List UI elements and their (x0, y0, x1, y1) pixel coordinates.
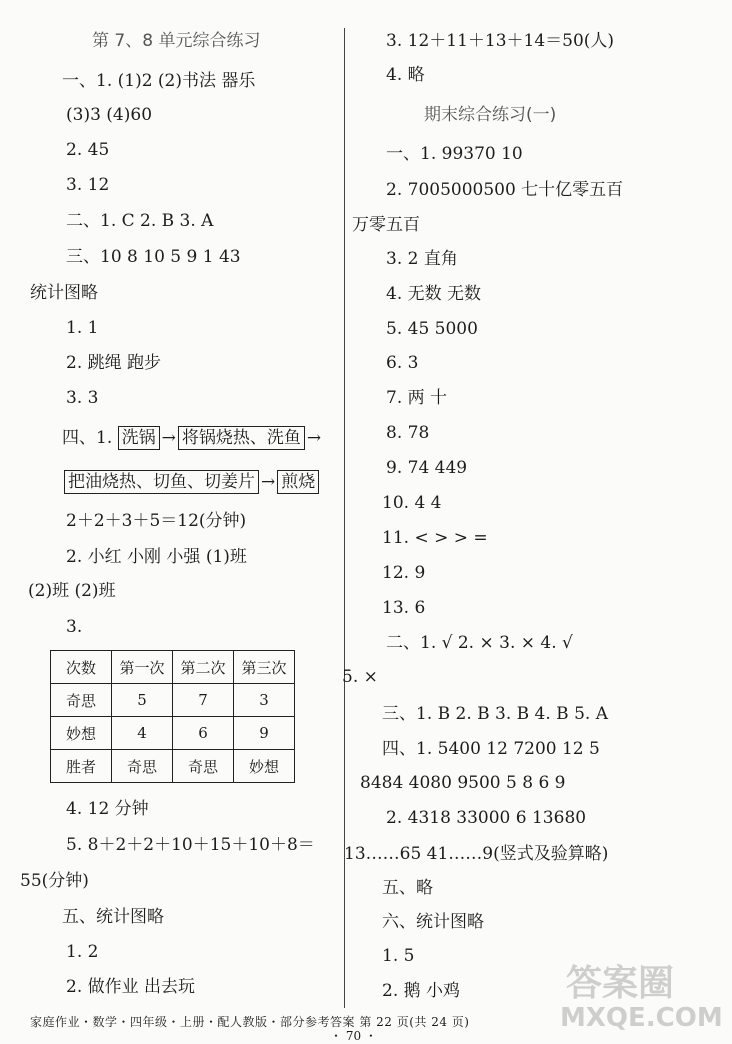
table-row (51, 750, 295, 783)
page-number: ・ 70 ・ (330, 1029, 377, 1043)
flow-box-heat-pot: 将锅烧热、洗鱼 (178, 426, 305, 450)
answer-line: 四、1. 5400 12 7200 12 5 (382, 739, 600, 759)
answer-line: 9. 74 449 (386, 458, 468, 478)
answer-line: 六、统计图略 (382, 912, 484, 932)
table-header-cell: 第一次 (112, 651, 173, 684)
answer-line: 2. 45 (66, 140, 110, 160)
answer-line: 统计图略 (30, 283, 98, 303)
answer-line: 4. 无数 无数 (386, 284, 482, 304)
watermark-logo (560, 955, 730, 1035)
answer-line: 1. 5 (382, 946, 415, 966)
table-cell: 奇思 (173, 750, 234, 783)
arrow-right-icon: → (306, 428, 322, 448)
answer-line: 一、1. (1)2 (2)书法 器乐 (62, 71, 256, 91)
answer-line: 五、统计图略 (62, 907, 164, 927)
answer-line: 2. 4318 33000 6 13680 (386, 808, 587, 828)
table-cell: 胜者 (51, 750, 112, 783)
answer-line: 3. 12 (66, 175, 110, 195)
answer-line: 3. 3 (66, 388, 99, 408)
answer-line: 3. 12＋11＋13＋14＝50(人) (386, 31, 615, 51)
table-row (51, 684, 295, 717)
table-cell: 7 (173, 684, 234, 717)
answer-line: (3)3 (4)60 (66, 105, 153, 125)
watermark-text: 答案圈 (566, 963, 675, 1004)
answer-line: 2. 跳绳 跑步 (66, 353, 162, 373)
answer-line: 10. 4 4 (382, 493, 442, 513)
watermark-url: MXQE.COM (560, 1003, 723, 1033)
flow-box-wash-pot: 洗锅 (118, 426, 160, 450)
answer-line: 13……65 41……9(竖式及验算略) (344, 844, 609, 864)
answer-line: 二、1. C 2. B 3. A (66, 211, 214, 231)
answer-line: 5. 45 5000 (386, 319, 478, 339)
answer-line: 2. 做作业 出去玩 (66, 977, 196, 997)
flow-prefix: 四、1. (62, 428, 113, 448)
table-cell: 6 (173, 717, 234, 750)
answer-line: 2. 7005000500 七十亿零五百 (386, 180, 624, 200)
answer-line: 三、1. B 2. B 3. B 4. B 5. A (382, 704, 608, 724)
answer-line: 三、10 8 10 5 9 1 43 (66, 247, 241, 267)
table-header-cell: 第二次 (173, 651, 234, 684)
answer-line: 4. 12 分钟 (66, 799, 149, 819)
answer-line: 五、略 (382, 878, 433, 898)
answer-line: 3. 2 直角 (386, 249, 458, 269)
flow-diagram-row-1 (62, 426, 323, 450)
answer-line: 6. 3 (386, 353, 419, 373)
table-header-row (51, 651, 295, 684)
table-cell: 9 (234, 717, 295, 750)
arrow-right-icon: → (161, 428, 176, 448)
table-cell: 妙想 (234, 750, 295, 783)
table-header-cell: 第三次 (234, 651, 295, 684)
answer-line: 13. 6 (382, 598, 426, 618)
page-footer: 家庭作业・数学・四年级・上册・配人教版・部分参考答案 第 22 页(共 24 页) (30, 1015, 470, 1029)
answer-line: 3. (66, 617, 83, 637)
table-cell: 3 (234, 684, 295, 717)
answer-line: 二、1. √ 2. × 3. × 4. √ (386, 633, 573, 653)
answer-line: 4. 略 (386, 65, 425, 85)
answer-line: 万零五百 (352, 215, 420, 235)
answer-line: 2＋2＋3＋5＝12(分钟) (66, 511, 247, 531)
answer-line: 2. 鹅 小鸡 (382, 981, 461, 1001)
table-row (51, 717, 295, 750)
arrow-right-icon: → (261, 472, 276, 492)
answer-line: 5. × (342, 667, 378, 687)
section-heading-final-review: 期末综合练习(一) (424, 105, 557, 125)
answer-line: (2)班 (2)班 (28, 581, 116, 601)
section-heading-units-7-8: 第 7、8 单元综合练习 (92, 31, 261, 51)
table-cell: 妙想 (51, 717, 112, 750)
flow-box-fry: 煎烧 (277, 470, 319, 494)
flow-diagram-row-2 (64, 470, 319, 494)
answer-line: 1. 1 (66, 318, 99, 338)
answer-line: 2. 小红 小刚 小强 (1)班 (66, 547, 247, 567)
answer-line: 8. 78 (386, 423, 430, 443)
answer-line: 55(分钟) (20, 871, 89, 891)
answer-line: 12. 9 (382, 563, 426, 583)
table-cell: 4 (112, 717, 173, 750)
table-cell: 奇思 (51, 684, 112, 717)
answer-line: 8484 4080 9500 5 8 6 9 (360, 773, 566, 793)
answer-line: 1. 2 (66, 942, 99, 962)
table-header-cell: 次数 (51, 651, 112, 684)
answer-line: 11. < > > = (382, 528, 488, 548)
answer-line: 一、1. 99370 10 (386, 144, 523, 164)
table-cell: 5 (112, 684, 173, 717)
results-table (50, 650, 295, 783)
flow-box-heat-oil: 把油烧热、切鱼、切姜片 (64, 470, 259, 494)
answer-line: 5. 8＋2＋2＋10＋15＋10＋8＝ (66, 835, 315, 855)
answer-line: 7. 两 十 (386, 388, 448, 408)
table-cell: 奇思 (112, 750, 173, 783)
